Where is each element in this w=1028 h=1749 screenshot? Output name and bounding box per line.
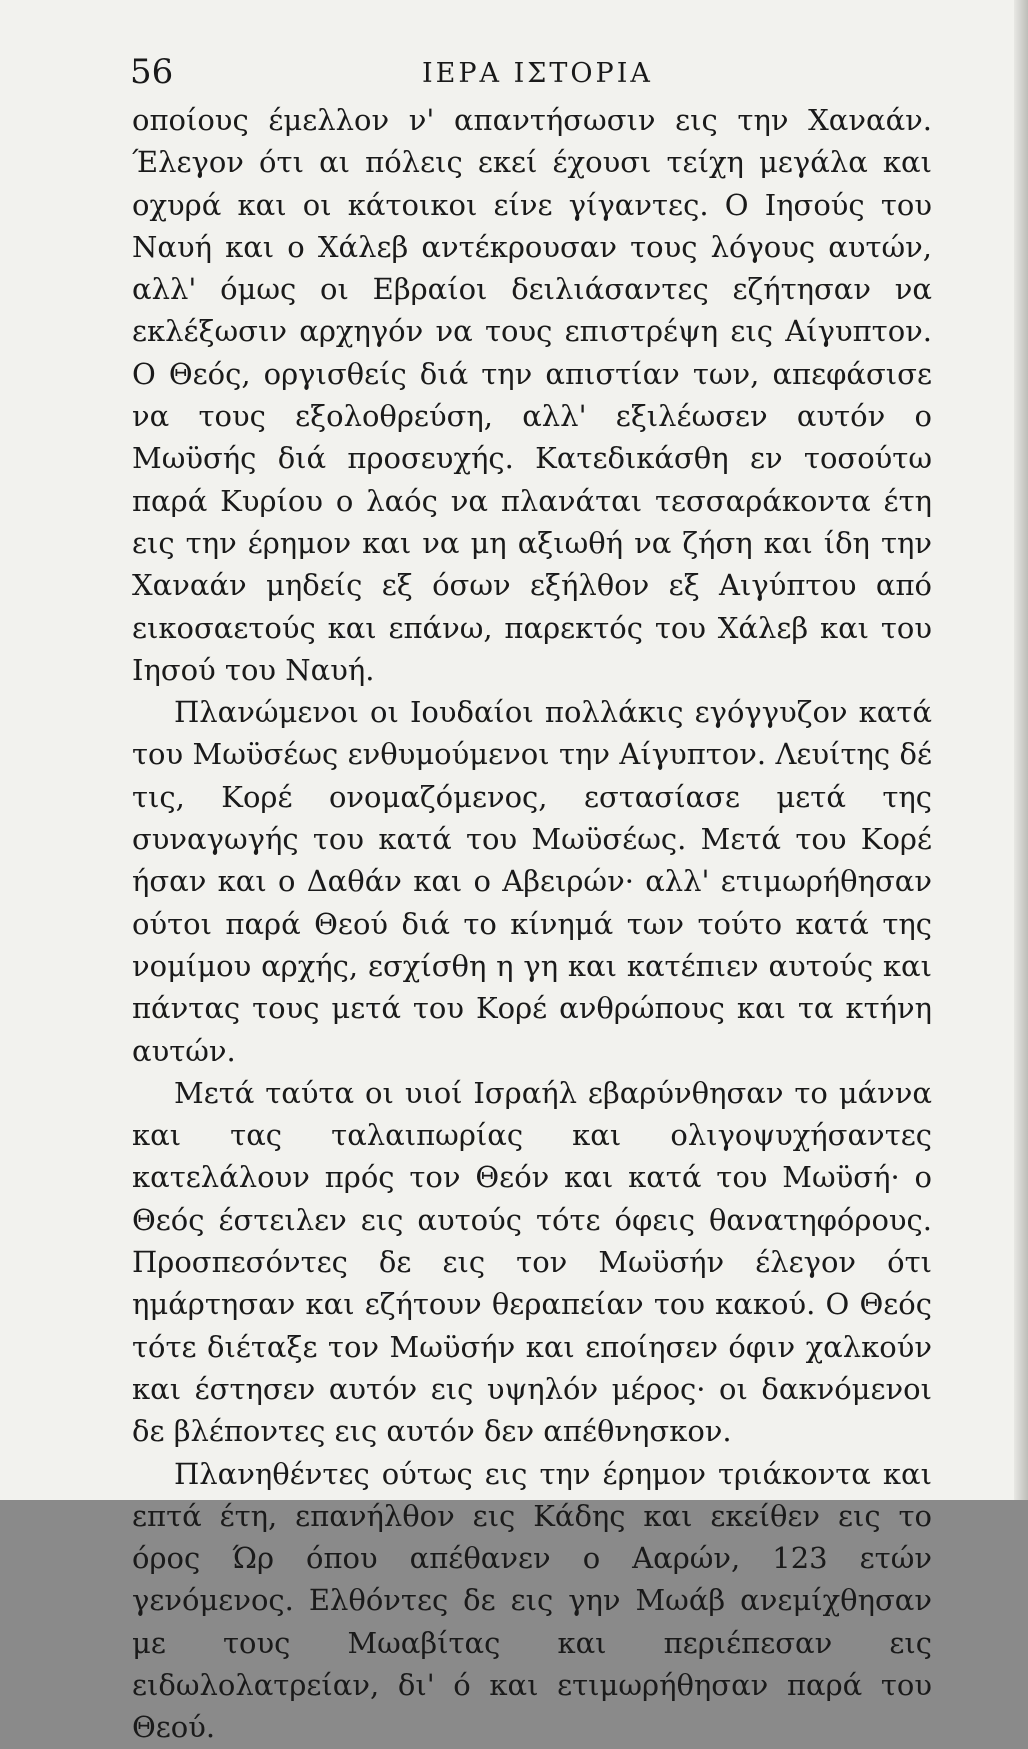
paragraph-bronze-serpent: Μετά ταύτα οι υιοί Ισραήλ εβαρύνθησαν το μάννα και τας ταλαιπωρίας και ολιγοψυχήσαντες κατελάλουν πρός τον Θεόν και κατά του Μωϋσή· ο Θεός έστειλεν εις αυτούς τότε όφεις θανατηφόρους. Προσπεσόντες δε εις τον Μωϋσήν έλεγον ότι ημάρτησαν και εζήτουν θεραπείαν του κακού. Ο Θεός τότε διέταξε τον Μωϋσήν και εποίησεν όφιν χαλκούν και έστησεν αυτόν εις υψηλόν μέρος· οι δακνόμενοι δε βλέποντες εις αυτόν δεν απέθνησκον. xyxy=(132,1075,932,1449)
page-header xyxy=(130,52,930,102)
page-edge-shadow xyxy=(1014,0,1028,1500)
body-text xyxy=(132,99,932,1749)
paragraph-korah-rebellion: Πλανώμενοι οι Ιουδαίοι πολλάκις εγόγγυζον κατά του Μωϋσέως ενθυμούμενοι την Αίγυπτον. Λευίτης δέ τις, Κορέ ονομαζόμενος, εστασίασε μετά της συναγωγής του κατά του Μωϋσέως. Μετά του Κορέ ήσαν και ο Δαθάν και ο Αβειρών· αλλ' ετιμωρήθησαν ούτοι παρά Θεού διά το κίνημά των τούτο κατά της νομίμου αρχής, εσχίσθη η γη και κατέπιεν αυτούς και πάντας τους μετά του Κορέ ανθρώπους και τα κτήνη αυτών. xyxy=(132,695,932,1068)
paragraph-wandering-end: Πλανηθέντες ούτως εις την έρημον τριάκοντα και επτά έτη, επανήλθον εις Κάδης και εκείθεν εις το όρος Ώρ όπου απέθανεν ο Ααρών, 123 ετών γενόμενος. Ελθόντες δε εις γην Μωάβ ανεμίχθησαν με τους Μωαβίτας και περιέπεσαν εις ειδωλολατρείαν, δι' ό και ετιμωρήθησαν παρά του Θεού. xyxy=(132,1456,932,1745)
running-title: ΙΕΡΑ ΙΣΤΟΡΙΑ xyxy=(422,58,653,89)
paragraph-continuation: οποίους έμελλον ν' απαντήσωσιν εις την Χαναάν. Έλεγον ότι αι πόλεις εκεί έχουσι τείχη μεγάλα και οχυρά και οι κάτοικοι είνε γίγαντες. Ο Ιησούς του Ναυή και ο Χάλεβ αντέκρουσαν τους λόγους αυτών, αλλ' όμως οι Εβραίοι δειλιάσαντες εζήτησαν να εκλέξωσιν αρχηγόν να τους επιστρέψη εις Αίγυπτον. Ο Θεός, οργισθείς διά την απιστίαν των, απεφάσισε να τους εξολοθρεύση, αλλ' εξιλέωσεν αυτόν ο Μωϋσής διά προσευχής. Κατεδικάσθη εν τοσούτω παρά Κυρίου ο λαός να πλανάται τεσσαράκοντα έτη εις την έρημον και να μη αξιωθή να ζήση και ίδη την Χαναάν μηδείς εξ όσων εξήλθον εξ Αιγύπτου από εικοσαετούς και επάνω, παρεκτός του Χάλεβ και του Ιησού του Ναυή. xyxy=(132,103,932,687)
page-number: 56 xyxy=(130,52,174,92)
